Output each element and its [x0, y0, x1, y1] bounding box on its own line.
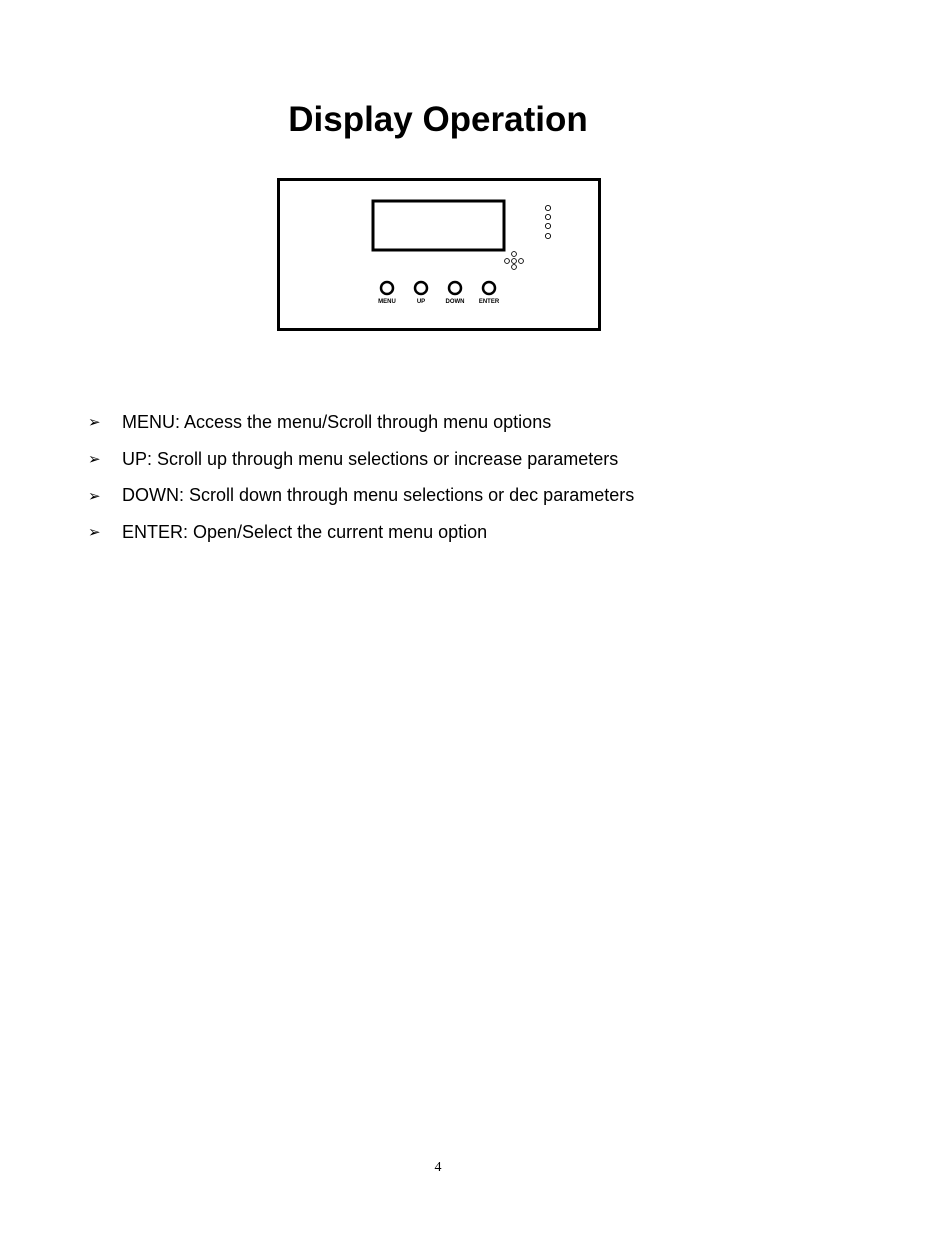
led-indicator	[545, 233, 550, 238]
down-button[interactable]	[446, 282, 465, 305]
led-indicator	[545, 205, 550, 210]
list-item-text: MENU: Access the menu/Scroll through menu options	[122, 411, 552, 432]
arrow-bullet-icon: ➢	[88, 486, 101, 505]
down-button-label: DOWN	[445, 299, 465, 305]
lcd-display	[373, 201, 504, 250]
sensor-dot	[505, 259, 510, 264]
enter-button-label: ENTER	[478, 299, 500, 305]
page-title: Display Operation	[288, 100, 588, 139]
led-indicator	[545, 223, 550, 228]
menu-button-circle[interactable]	[381, 282, 393, 294]
up-button-label: UP	[416, 299, 426, 305]
list-item-text: ENTER: Open/Select the current menu option	[122, 521, 488, 542]
list-item-text: UP: Scroll up through menu selections or increase parameters	[122, 448, 619, 469]
up-button[interactable]	[415, 282, 427, 305]
list-item	[88, 477, 634, 514]
list-item	[88, 441, 634, 478]
sensor-dot	[512, 265, 517, 270]
enter-button-circle[interactable]	[483, 282, 495, 294]
down-button-circle[interactable]	[449, 282, 461, 294]
menu-button-label: MENU	[378, 299, 396, 305]
enter-button[interactable]	[479, 282, 500, 305]
list-item-text: DOWN: Scroll down through menu selections or dec parameters	[122, 485, 635, 506]
indicator-leds	[545, 205, 550, 238]
arrow-bullet-icon: ➢	[88, 523, 101, 542]
list-item	[88, 514, 634, 551]
sensor-dot	[512, 259, 517, 264]
arrow-bullet-icon: ➢	[88, 413, 101, 432]
list-item	[88, 404, 634, 441]
control-panel-svg	[277, 178, 601, 331]
menu-button[interactable]	[378, 282, 396, 305]
led-indicator	[545, 214, 550, 219]
up-button-circle[interactable]	[415, 282, 427, 294]
sensor-dot	[512, 252, 517, 257]
button-description-list	[88, 404, 634, 551]
sensor-dot	[519, 259, 524, 264]
control-panel-diagram	[277, 178, 601, 331]
page-number: 4	[434, 1160, 442, 1175]
arrow-bullet-icon: ➢	[88, 450, 101, 469]
remote-sensor	[505, 252, 524, 270]
